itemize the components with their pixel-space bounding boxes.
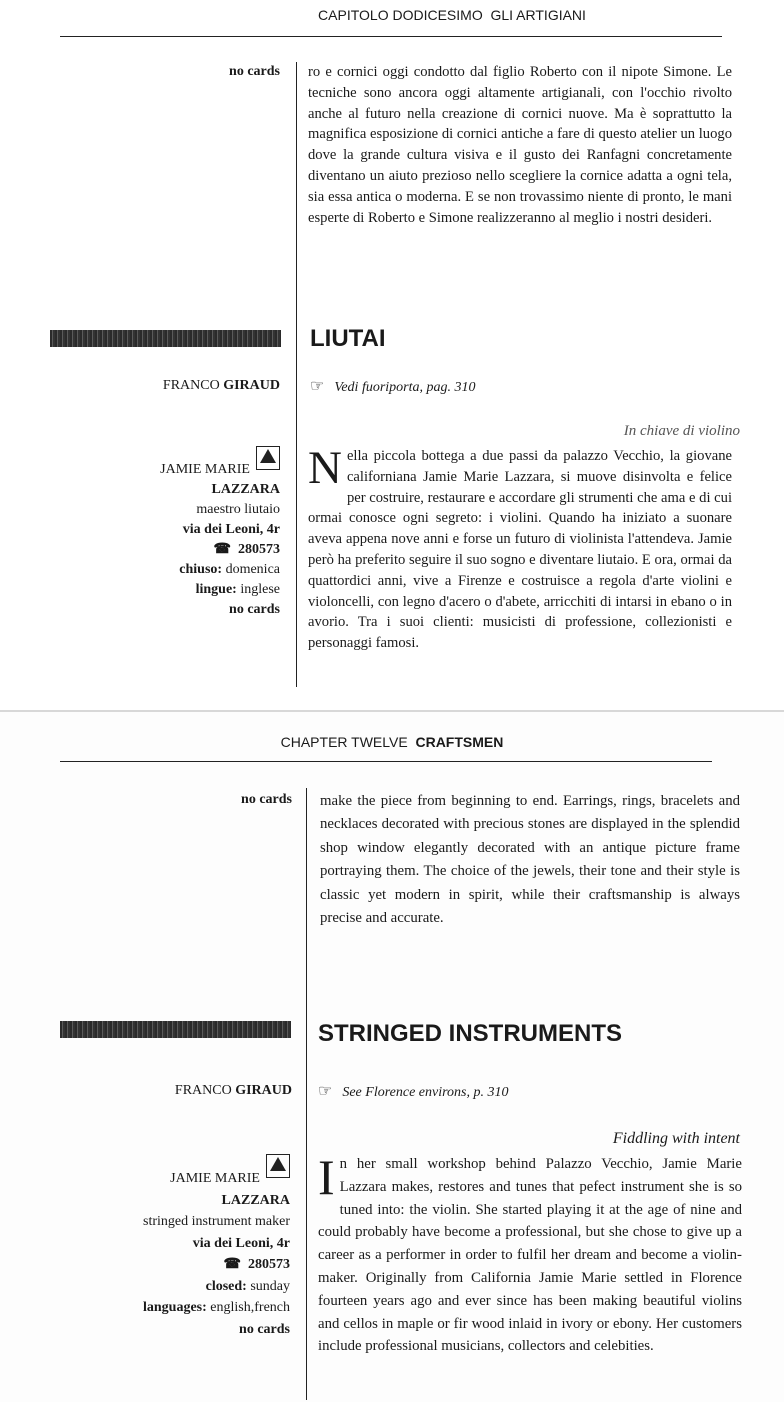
entry-phone-number: 280573 (248, 1257, 290, 1272)
top-note: no cards (229, 64, 280, 79)
entry-languages-label: languages: (143, 1300, 207, 1315)
telephone-icon: ☎ (223, 1257, 241, 1272)
running-head-section: GLI ARTIGIANI (490, 7, 586, 23)
column-divider (296, 62, 297, 687)
entry-phone-number: 280573 (238, 542, 280, 557)
entry-cards: no cards (239, 1321, 290, 1337)
entry-phone (70, 1254, 290, 1276)
pointing-hand-icon: ☞ (310, 378, 325, 395)
reference-first-name: FRANCO (162, 378, 220, 393)
entry-address: via dei Leoni, 4r (182, 522, 280, 537)
header-rule (60, 36, 722, 37)
entry-name-last: LAZZARA (221, 1192, 290, 1208)
reference-first-name: FRANCO (174, 1083, 232, 1098)
continued-paragraph (308, 62, 732, 228)
entry-closed (80, 560, 280, 580)
article-body (308, 442, 732, 654)
header-rule (60, 761, 712, 762)
entry-name-last: LAZZARA (211, 482, 280, 497)
reference-name (90, 376, 280, 396)
house-icon (266, 1154, 290, 1178)
continued-paragraph-text: make the piece from beginning to end. Earrings, rings, bracelets and necklaces decorated with precious stones are displayed in the splendid shop window elegantly decorated with an antique picture frame portraying them. The choice of the jewels, their tone and their style is classic yet modern in spirit, while their craftsmanship is always precise and accurate. (320, 793, 740, 927)
continued-paragraph-text: ro e cornici oggi condotto dal figlio Roberto con il nipote Simone. Le tecniche sono ancora oggi altamente artigianali, con l'occhio rivolto anche al futuro nella creazione di cornici nuove. Ma è soprattutto la magnifica esposizione di cornici antiche a fare di questo atelier un luogo dove la grande cultura visiva e il gusto dei Ranfagni concretamente diventano un aiuto prezioso nello scegliere la cornice adatta a ogni tela, sia essa antica o moderna. E se non trovassimo niente di pronto, le mani esperte di Roberto e Simone realizzeranno al meglio i nostri desideri. (308, 64, 732, 226)
drop-cap: I (318, 1149, 335, 1205)
running-head-section: CRAFTSMEN (415, 734, 504, 750)
entry-languages-value: english,french (210, 1300, 290, 1315)
entry-closed (70, 1276, 290, 1298)
reference-last-name: GIRAUD (235, 1083, 292, 1098)
section-heading: STRINGED INSTRUMENTS (318, 1020, 623, 1047)
entry-closed-label: chiuso: (179, 562, 223, 577)
column-divider (306, 788, 307, 1400)
section-bar (50, 330, 281, 347)
entry-name-first: JAMIE MARIE (160, 462, 250, 477)
running-head-chapter: CAPITOLO DODICESIMO (318, 7, 483, 23)
entry-role: maestro liutaio (196, 502, 280, 517)
entry-name-line1 (70, 1168, 290, 1190)
running-head (0, 734, 784, 750)
entry-block (80, 448, 280, 620)
reference-pointer (318, 1081, 508, 1101)
entry-languages-label: lingue: (195, 582, 237, 597)
entry-cards: no cards (229, 602, 280, 617)
article-paragraph: n her small workshop behind Palazzo Vecchio, Jamie Marie Lazzara makes, restores and tunes that pefect instrument she is so tuned into: the violin. She started playing it at the age of nine and could probably have become a professional, but she chose to give up a career as a performer in order to fulfil her dream and become a violin-maker. Originally from California Jamie Marie settled in Florence fourteen years ago and ever since has been making beautiful violins and cellos in maple or fir wood inlaid in ivory or ebony. Her customers include professional musicians, collectors and celebities. (318, 1156, 742, 1355)
entry-name-line1 (80, 460, 280, 480)
pointing-hand-icon: ☞ (318, 1083, 333, 1100)
entry-closed-value: domenica (225, 562, 280, 577)
article-subtitle: In chiave di violino (623, 423, 740, 439)
telephone-icon: ☎ (213, 542, 231, 557)
entry-name-first: JAMIE MARIE (170, 1171, 260, 1186)
article-subtitle: Fiddling with intent (612, 1130, 740, 1147)
entry-closed-value: sunday (250, 1278, 290, 1294)
entry-address: via dei Leoni, 4r (192, 1235, 290, 1251)
entry-closed-label: closed: (205, 1278, 247, 1294)
entry-languages (70, 1297, 290, 1319)
article-body (318, 1149, 742, 1358)
entry-languages (80, 580, 280, 600)
entry-block (70, 1154, 290, 1340)
entry-role: stringed instrument maker (143, 1214, 290, 1229)
top-note: no cards (241, 792, 292, 807)
reference-pointer (310, 376, 476, 396)
article-paragraph: ella piccola bottega a due passi da palazzo Vecchio, la giovane californiana Jamie Marie Lazzara, si muove disinvolta e felice per costruire, restaurare e accordare gli strumenti che ama e di cui ormai conosce ogni segreto: i violini. Quando ha iniziato a suonare aveva appena nove anni e forse un futuro di violinista l'attendeva. Jamie però ha preferito seguire il suo sogno e diventare liutaio. E ora, ormai da quattordici anni, vive a Firenze e costruisce a regola d'arte violini e violoncelli, con legno d'acero o d'abete, arricchiti di intarsi in ebano o in avorio. Tra i suoi clienti: musicisti di professione, collezionisti e personaggi famosi. (308, 448, 732, 652)
continued-paragraph (320, 790, 740, 930)
reference-pointer-text: Vedi fuoriporta, pag. 310 (334, 380, 476, 395)
page-english (0, 712, 784, 1402)
drop-cap: N (308, 442, 342, 494)
section-heading: LIUTAI (310, 325, 386, 352)
running-head (60, 7, 784, 23)
reference-name (90, 1081, 292, 1101)
section-bar (60, 1021, 291, 1038)
running-head-chapter: CHAPTER TWELVE (280, 734, 408, 750)
entry-phone (80, 540, 280, 560)
entry-languages-value: inglese (240, 582, 280, 597)
reference-pointer-text: See Florence environs, p. 310 (342, 1085, 509, 1100)
reference-last-name: GIRAUD (223, 378, 280, 393)
house-icon (256, 446, 280, 470)
